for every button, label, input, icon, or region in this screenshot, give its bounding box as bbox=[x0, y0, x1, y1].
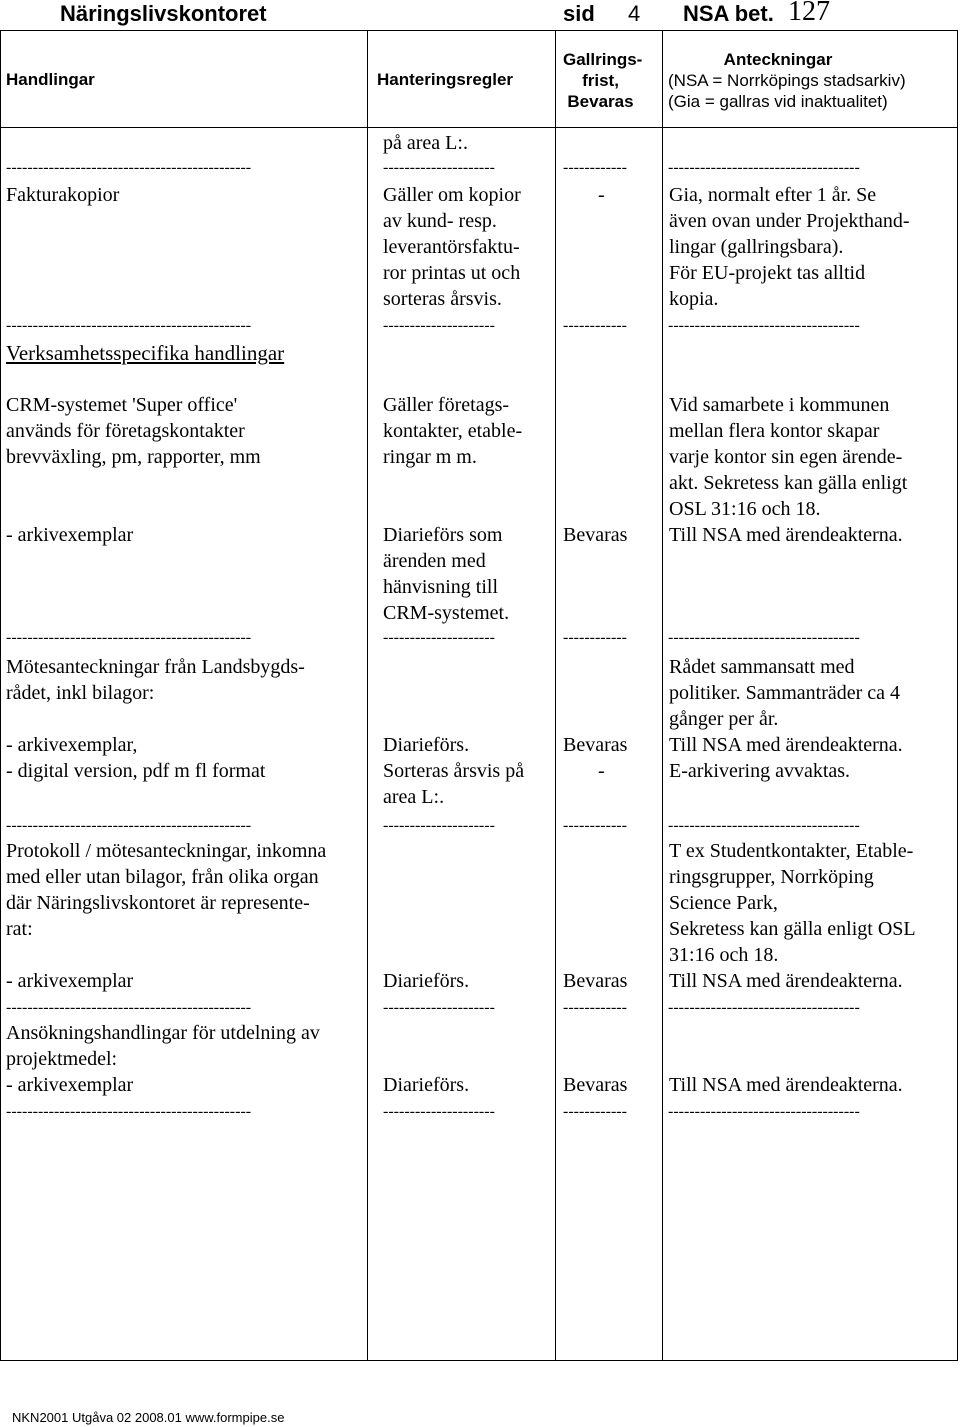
row-crm-hantering: Gäller företags- kontakter, etable- ringar m m. bbox=[383, 394, 523, 468]
frame-right-border bbox=[957, 30, 958, 1361]
row-crm-sub-hantering: Diarieförs som ärenden med hänvisning till CRM-systemet. bbox=[383, 524, 510, 624]
header-divider-2 bbox=[555, 31, 556, 127]
column-divider-2 bbox=[555, 126, 556, 1360]
header-handlingar: Handlingar bbox=[6, 70, 95, 89]
row-motesanteckningar-anteckning: Rådet sammansatt med politiker. Sammanträder ca 4 gånger per år. bbox=[669, 656, 901, 730]
sid-number: 4 bbox=[628, 1, 641, 26]
row-motesanteckningar-sub2-hantering: Sorteras årsvis på area L:. bbox=[383, 760, 525, 808]
carry-over-text: på area L:. bbox=[383, 132, 468, 154]
page-header bbox=[0, 0, 960, 30]
row-motesanteckningar-sub1-handling: - arkivexemplar, bbox=[6, 734, 138, 756]
frame-bottom-border bbox=[0, 1360, 958, 1361]
row-protokoll-sub-gallring: Bevaras bbox=[563, 970, 628, 992]
row-crm-sub-gallring: Bevaras bbox=[563, 524, 628, 546]
row-crm-sub-handling: - arkivexemplar bbox=[6, 524, 134, 546]
row-ansokning-sub-gallring: Bevaras bbox=[563, 1074, 628, 1096]
row-motesanteckningar-sub1-gallring: Bevaras bbox=[563, 734, 628, 756]
row-fakturakopior-handling: Fakturakopior bbox=[6, 184, 120, 206]
sid-label: sid bbox=[563, 1, 595, 26]
row-ansokning-handling: Ansökningshandlingar för utdelning av projektmedel: bbox=[6, 1022, 320, 1070]
row-protokoll-sub-handling: - arkivexemplar bbox=[6, 970, 134, 992]
nsa-number: 127 bbox=[788, 0, 830, 27]
header-hanteringsregler: Hanteringsregler bbox=[377, 70, 514, 89]
row-crm-handling: CRM-systemet 'Super office' används för företagskontakter brevväxling, pm, rapporter, mm bbox=[6, 394, 261, 468]
frame-left-border bbox=[0, 30, 1, 1361]
row-ansokning-sub-anteckning: Till NSA med ärendeakterna. bbox=[669, 1074, 903, 1096]
row-protokoll-handling: Protokoll / mötesanteckningar, inkomna med eller utan bilagor, från olika organ där Näringslivskontoret är represente- rat: bbox=[6, 840, 327, 940]
section-heading: Verksamhetsspecifika handlingar bbox=[6, 341, 285, 365]
row-protokoll-anteckning: T ex Studentkontakter, Etable- ringsgrupper, Norrköping Science Park, Sekretess kan gälla enligt OSL 31:16 och 18. bbox=[669, 840, 916, 966]
office-name: Näringslivskontoret bbox=[60, 1, 267, 26]
header-divider-3 bbox=[662, 31, 663, 127]
row-fakturakopior-anteckning: Gia, normalt efter 1 år. Se även ovan under Projekthand- lingar (gallringsbara). För EU-projekt tas alltid kopia. bbox=[669, 184, 910, 310]
column-divider-1 bbox=[367, 126, 368, 1360]
row-fakturakopior-gallring: - bbox=[598, 184, 605, 206]
row-fakturakopior-hantering: Gäller om kopior av kund- resp. leverantörsfaktu- ror printas ut och sorteras årsvis. bbox=[383, 184, 521, 310]
column-divider-3 bbox=[662, 126, 663, 1360]
row-ansokning-sub-hantering: Diarieförs. bbox=[383, 1074, 470, 1096]
header-divider-1 bbox=[367, 31, 368, 127]
nsa-label: NSA bet. bbox=[683, 1, 774, 26]
row-motesanteckningar-sub1-anteckning: Till NSA med ärendeakterna. bbox=[669, 734, 903, 756]
row-motesanteckningar-sub2-handling: - digital version, pdf m fl format bbox=[6, 760, 266, 782]
row-crm-sub-anteckning: Till NSA med ärendeakterna. bbox=[669, 524, 903, 546]
row-crm-anteckning: Vid samarbete i kommunen mellan flera kontor skapar varje kontor sin egen ärende- akt. Sekretess kan gälla enligt OSL 31:16 och 18. bbox=[669, 394, 908, 520]
column-header-row bbox=[0, 30, 958, 128]
row-protokoll-sub-hantering: Diarieförs. bbox=[383, 970, 470, 992]
row-motesanteckningar-sub2-anteckning: E-arkivering avvaktas. bbox=[669, 760, 851, 782]
row-motesanteckningar-sub1-hantering: Diarieförs. bbox=[383, 734, 470, 756]
row-motesanteckningar-handling: Mötesanteckningar från Landsbygds- rådet, inkl bilagor: bbox=[6, 656, 305, 704]
page-footer: NKN2001 Utgåva 02 2008.01 www.formpipe.se bbox=[12, 1410, 285, 1425]
header-anteckningar: Anteckningar (NSA = Norrköpings stadsarkiv) (Gia = gallras vid inaktualitet) bbox=[668, 50, 906, 111]
row-ansokning-sub-handling: - arkivexemplar bbox=[6, 1074, 134, 1096]
row-motesanteckningar-sub2-gallring: - bbox=[598, 760, 605, 782]
header-gallringsfrist: Gallrings- frist, Bevaras bbox=[563, 50, 643, 111]
row-protokoll-sub-anteckning: Till NSA med ärendeakterna. bbox=[669, 970, 903, 992]
